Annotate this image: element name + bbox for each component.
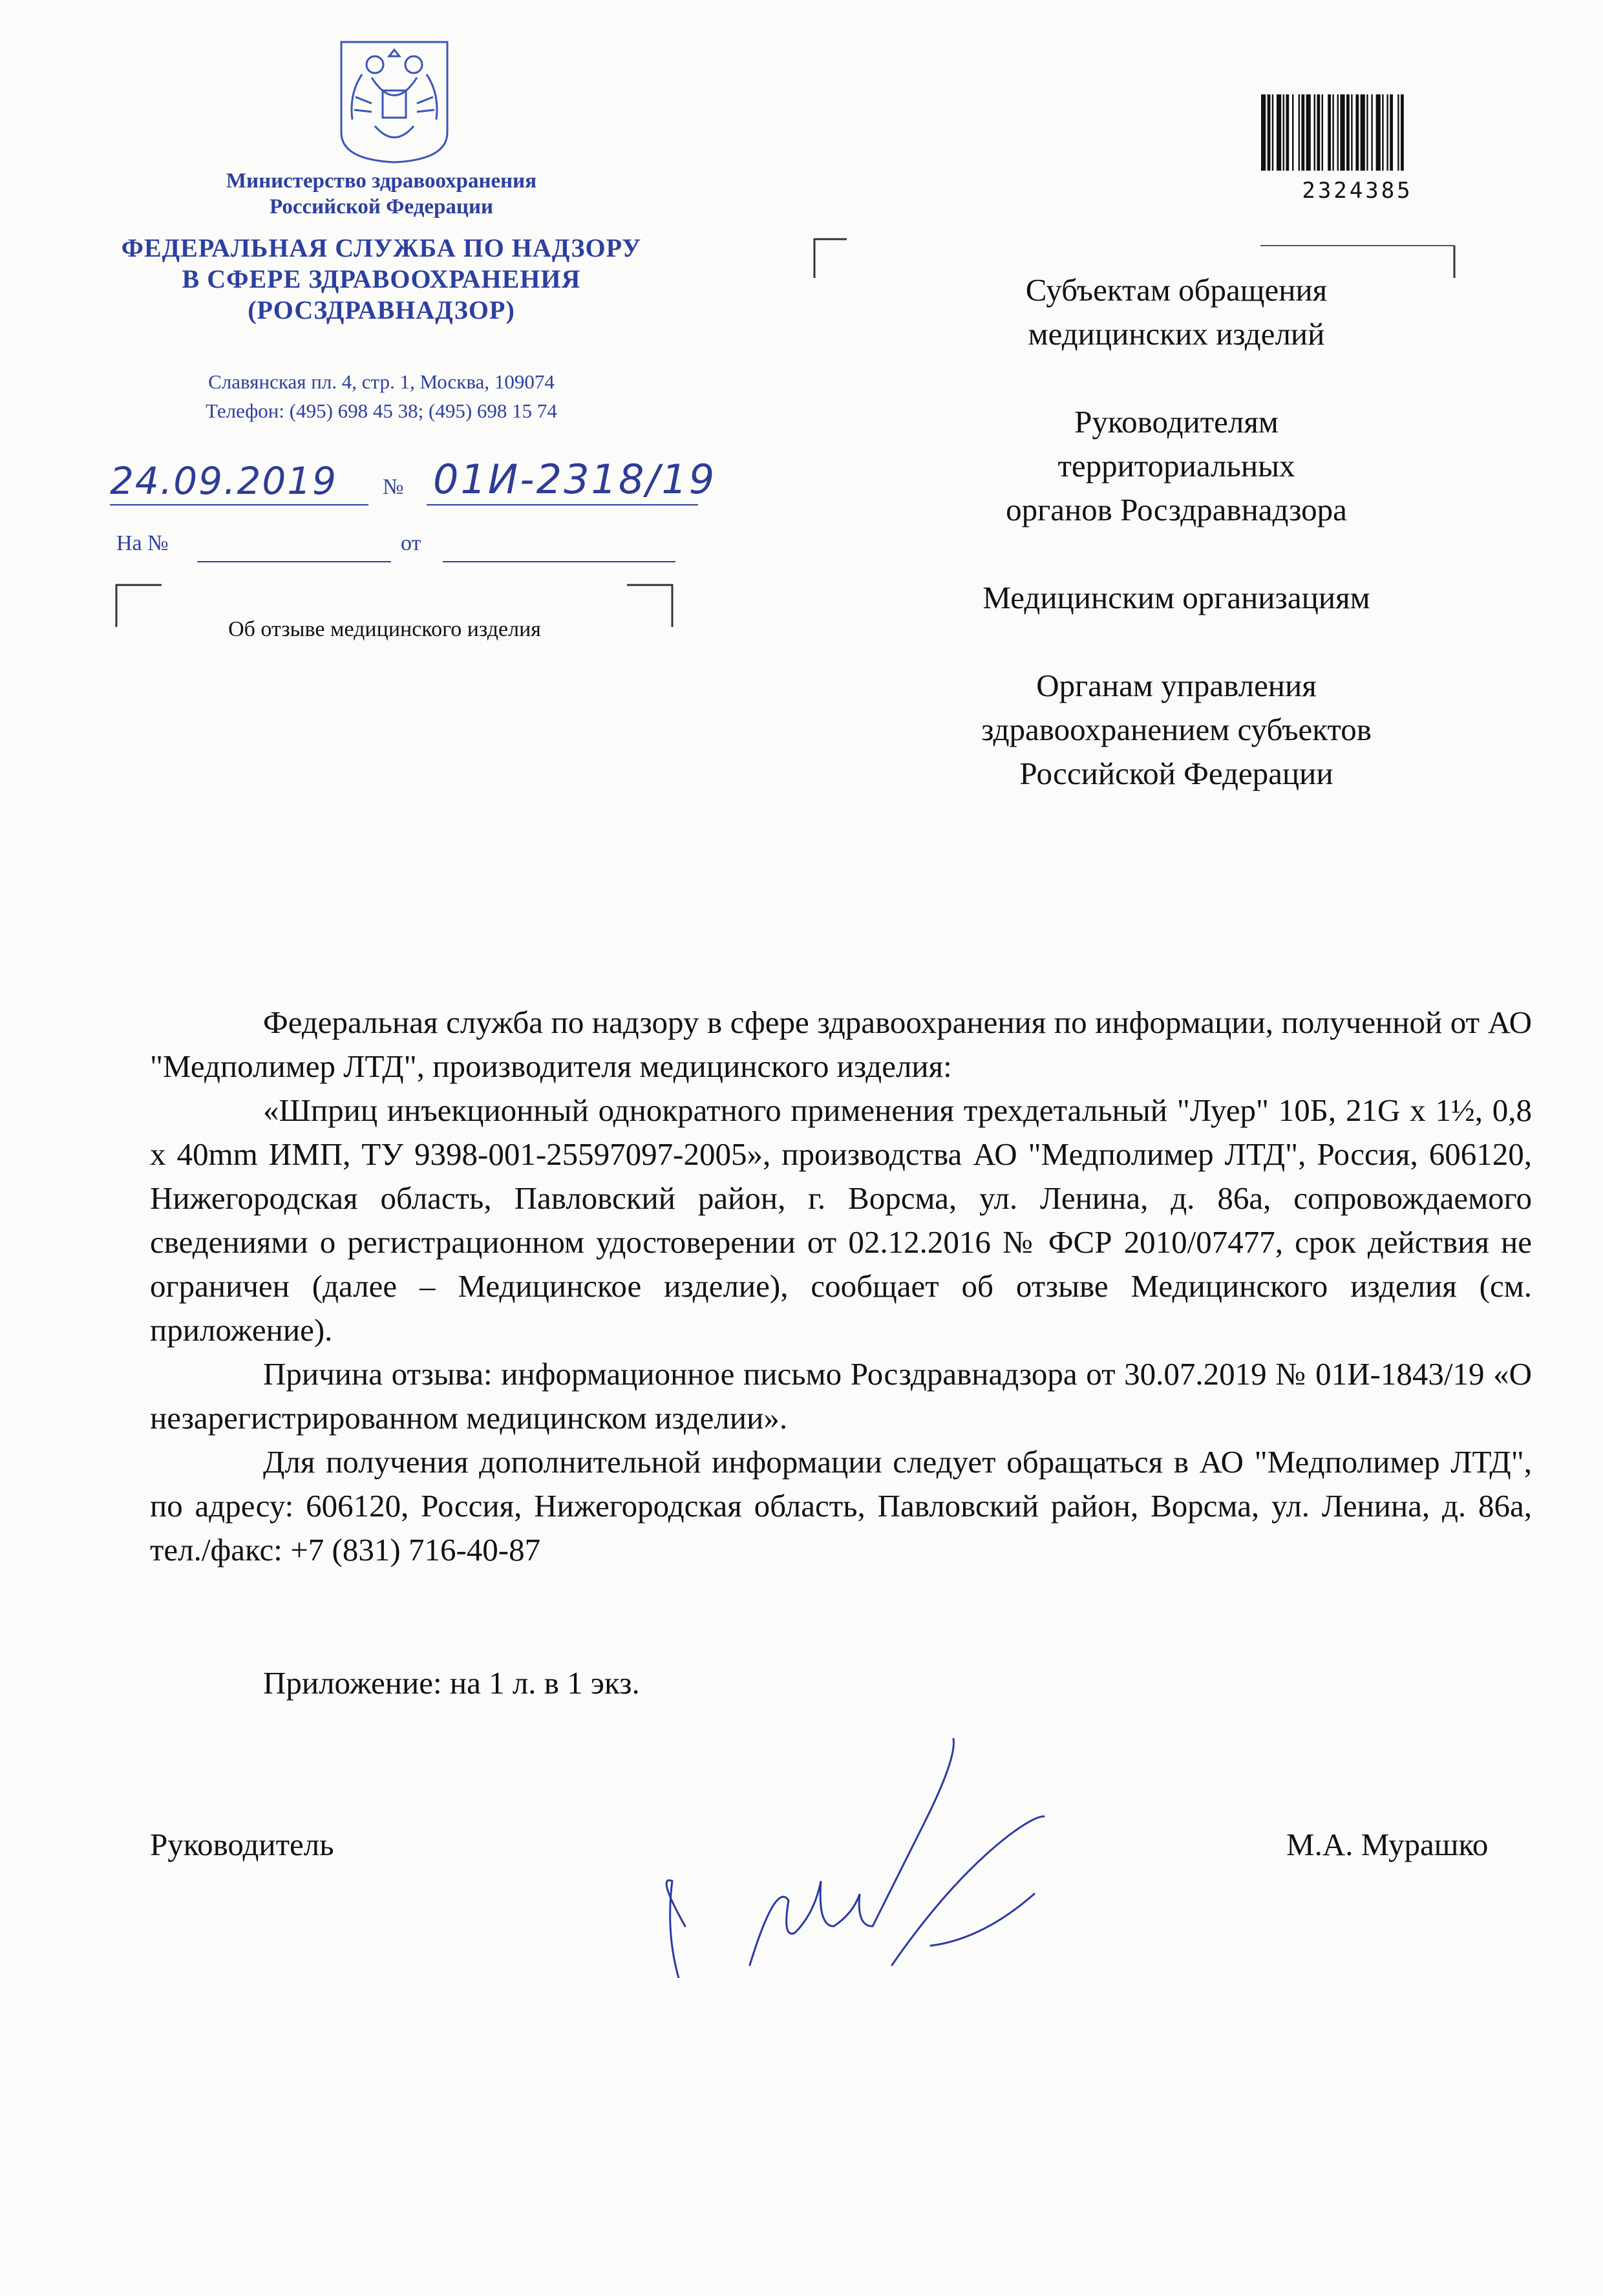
registration-number: 01И-2318/19 (433, 456, 717, 503)
agency-line-1: ФЕДЕРАЛЬНАЯ СЛУЖБА ПО НАДЗОРУ (121, 233, 642, 262)
agency-line-3: (РОСЗДРАВНАДЗОР) (248, 295, 515, 324)
ministry-line-1: Министерство здравоохранения (226, 169, 537, 193)
agency-name (97, 233, 666, 326)
signer-title: Руководитель (150, 1827, 334, 1862)
addressee-line: Медицинским организациям (982, 580, 1370, 615)
registration-date: 24.09.2019 (110, 459, 338, 503)
in-reply-underline (197, 561, 391, 562)
addressee-group (892, 576, 1461, 620)
agency-line-2: В СФЕРЕ ЗДРАВООХРАНЕНИЯ (182, 264, 581, 293)
addressee-line: Субъектам обращения (1025, 272, 1328, 308)
body-paragraph-contact: Для получения дополнительной информации следует обращаться в АО "Медполимер ЛТД", по адресу: 606120, Россия, Нижегородская область, Павловский район, Ворсма, ул. Ленина, д. 86а, тел./факс: +7 (831) 716-40-87 (150, 1444, 1532, 1568)
handwritten-signature-icon (646, 1719, 1060, 1978)
barcode-number: 2324385 (1302, 178, 1413, 204)
ministry-name (110, 168, 653, 220)
addressees-block (892, 268, 1461, 840)
phone-line: Телефон: (495) 698 45 38; (495) 698 15 74 (206, 399, 557, 422)
addressee-line: органов Росздравнадзора (1006, 492, 1347, 527)
addressee-group (892, 400, 1461, 532)
addressee-line: территориальных (1057, 448, 1295, 484)
addressee-group (892, 664, 1461, 796)
addressee-line: Органам управления (1036, 668, 1317, 703)
from-underline (443, 561, 675, 562)
body-paragraph-reason: Причина отзыва: информационное письмо Росздравнадзора от 30.07.2019 № 01И-1843/19 «О незарегистрированном медицинском изделии». (150, 1356, 1532, 1436)
body-paragraph-intro: Федеральная служба по надзору в сфере здравоохранения по информации, полученной от АО "Медполимер ЛТД", производителя медицинского изделия: (150, 1004, 1532, 1084)
number-underline (427, 504, 698, 505)
date-underline (110, 504, 368, 505)
agency-address (110, 367, 653, 425)
in-reply-to-label: На № (116, 531, 169, 555)
ministry-line-2: Российской Федерации (270, 195, 493, 218)
addressee-corner-bracket (811, 236, 850, 281)
addressee-line: Российской Федерации (1019, 756, 1333, 791)
addressee-line: медицинских изделий (1028, 316, 1325, 352)
addressee-line: здравоохранением субъектов (981, 712, 1372, 747)
addressee-line: Руководителям (1074, 404, 1279, 440)
addressee-group (892, 268, 1461, 356)
signer-name: М.А. Мурашко (1286, 1827, 1489, 1862)
from-label: от (401, 531, 421, 555)
registration-number-label: № (383, 475, 404, 499)
address-line: Славянская пл. 4, стр. 1, Москва, 109074 (208, 370, 555, 393)
barcode-icon (1257, 90, 1458, 175)
subject-line: Об отзыве медицинского изделия (228, 617, 541, 641)
coat-of-arms-icon (336, 36, 452, 165)
attachment-note: Приложение: на 1 л. в 1 экз. (263, 1665, 640, 1701)
body-paragraph-device: «Шприц инъекционный однократного применения трехдетальный "Луер" 10Б, 21G x 1½, 0,8 x 40mm ИМП, ТУ 9398-001-25597097-2005», производства АО "Медполимер ЛТД", Россия, 606120, Нижегородская область, Павловский район, г. Ворсма, ул. Ленина, д. 86а, сопровождаемого сведениями о регистрационном удостоверении от 02.12.2016 № ФСР 2010/07477, срок действия не ограничен (далее – Медицинское изделие), сообщает об отзыве Медицинского изделия (см. приложение). (150, 1092, 1532, 1348)
letter-body (150, 1001, 1532, 1572)
